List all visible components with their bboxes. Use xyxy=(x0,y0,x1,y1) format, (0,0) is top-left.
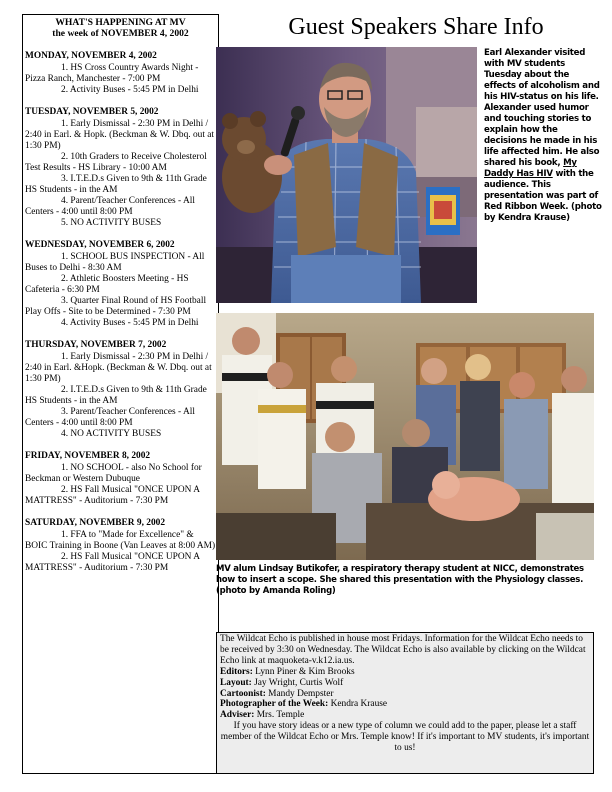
day-monday xyxy=(25,51,216,96)
day-heading: SATURDAY, NOVEMBER 9, 2002 xyxy=(25,518,166,529)
event-item: 2. I.T.E.D.s Given to 9th & 11th Grade HS Students - in the AM xyxy=(25,385,207,407)
event-item: 1. Early Dismissal - 2:30 PM in Delhi / 2:40 in Earl. &Hopk. (Beckman & W. Dbq. out at 1:30 PM) xyxy=(25,352,212,385)
credit-label: Adviser: xyxy=(220,710,255,721)
event-item: 2. Athletic Boosters Meeting - HS Cafeteria - 6:30 PM xyxy=(25,274,189,296)
book-title: My Daddy Has HIV xyxy=(484,158,577,179)
credit-editors xyxy=(220,667,590,678)
day-heading: THURSDAY, NOVEMBER 7, 2002 xyxy=(25,340,167,351)
event-item: 1. Early Dismissal - 2:30 PM in Delhi / 2:40 in Earl. & Hopk. (Beckman & W. Dbq. out at 1:30 PM) xyxy=(25,119,215,152)
calendar-title-line2: the week of NOVEMBER 4, 2002 xyxy=(52,28,189,40)
credit-value: Jay Wright, Curtis Wolf xyxy=(251,677,344,688)
page-headline: Guest Speakers Share Info xyxy=(288,14,544,40)
calendar-title-line1: WHAT'S HAPPENING AT MV xyxy=(55,17,186,28)
credit-label: Editors: xyxy=(220,666,253,677)
speaker-photo-caption xyxy=(484,48,602,224)
day-heading: WEDNESDAY, NOVEMBER 6, 2002 xyxy=(25,240,175,251)
event-item: 2. HS Fall Musical "ONCE UPON A MATTRESS" - Auditorium - 7:30 PM xyxy=(25,485,200,507)
day-wednesday xyxy=(25,240,216,329)
day-thursday xyxy=(25,340,216,440)
credit-cartoonist xyxy=(220,689,590,700)
event-item: 2. HS Fall Musical "ONCE UPON A MATTRESS" - Auditorium - 7:30 PM xyxy=(25,552,200,574)
event-item: 1. SCHOOL BUS INSPECTION - All Buses to Delhi - 8:30 AM xyxy=(25,252,205,274)
credit-adviser xyxy=(220,710,590,721)
day-friday xyxy=(25,451,216,507)
event-item: 1. FFA to "Made for Excellence" & BOIC Training in Boone (Van Leaves at 8:00 AM) xyxy=(25,530,216,552)
event-item: 3. Parent/Teacher Conferences - All Centers - 4:00 until 8:00 PM xyxy=(25,407,195,429)
demonstration-photo-caption: MV alum Lindsay Butikofer, a respiratory therapy student at NICC, demonstrates how to insert a scope. She shared this presentation with the Physiology classes. (photo by Amanda Roling) xyxy=(216,564,584,596)
closing-note: If you have story ideas or a new type of column we could add to the paper, please let a staff member of the Wildcat Echo or Mrs. Temple know! If it's important to MV students, it's important to us! xyxy=(220,721,590,754)
day-heading: TUESDAY, NOVEMBER 5, 2002 xyxy=(25,107,159,118)
credit-label: Photographer of the Week: xyxy=(220,699,329,710)
publication-info: The Wildcat Echo is published in house most Fridays. Information for the Wildcat Echo needs to be received by 3:30 on Wednesday. The Wildcat Echo is also available by clicking on the Wildcat Echo link at maquoketa-v.k12.ia.us. xyxy=(220,634,586,666)
credit-value: Lynn Piner & Kim Brooks xyxy=(252,666,355,677)
credit-label: Cartoonist: xyxy=(220,688,266,699)
credit-value: Mrs. Temple xyxy=(254,710,305,721)
event-item: 3. I.T.E.D.s Given to 9th & 11th Grade HS Students - in the AM xyxy=(25,174,207,196)
staff-info-box xyxy=(216,632,594,774)
speaker-photo xyxy=(216,47,477,303)
credit-value: Kendra Krause xyxy=(328,699,388,710)
event-item: 3. Quarter Final Round of HS Football Play Offs - Site to be Determined - 7:30 PM xyxy=(25,296,207,318)
event-item: 5. NO ACTIVITY BUSES xyxy=(61,218,162,229)
day-heading: MONDAY, NOVEMBER 4, 2002 xyxy=(25,51,157,62)
event-item: 2. Activity Buses - 5:45 PM in Delhi xyxy=(61,85,199,96)
demonstration-photo xyxy=(216,313,594,560)
caption-text: Earl Alexander visited with MV students Tuesday about the effects of alcoholism and his HIV-status on his life. Alexander used humor and touching stories to explain how the decisions he made in his life affected him. He also shared his book, xyxy=(484,48,600,168)
day-saturday xyxy=(25,518,216,574)
caption-text-end: with the audience. This presentation was part of Red Ribbon Week. (photo by Kendra Krause) xyxy=(484,169,602,223)
event-item: 1. HS Cross Country Awards Night - Pizza Ranch, Manchester - 7:00 PM xyxy=(25,63,199,85)
event-item: 4. NO ACTIVITY BUSES xyxy=(61,429,162,440)
credit-label: Layout: xyxy=(220,677,252,688)
event-item: 4. Parent/Teacher Conferences - All Centers - 4:00 until 8:00 PM xyxy=(25,196,195,218)
credit-photographer xyxy=(220,699,590,710)
event-item: 2. 10th Graders to Receive Cholesterol Test Results - HS Library - 10:00 AM xyxy=(25,152,207,174)
event-item: 1. NO SCHOOL - also No School for Beckman or Western Dubuque xyxy=(25,463,202,485)
day-heading: FRIDAY, NOVEMBER 8, 2002 xyxy=(25,451,151,462)
credit-value: Mandy Dempster xyxy=(265,688,334,699)
calendar-title xyxy=(25,17,216,39)
credit-layout xyxy=(220,678,590,689)
event-item: 4. Activity Buses - 5:45 PM in Delhi xyxy=(61,318,199,329)
events-calendar xyxy=(22,14,219,774)
day-tuesday xyxy=(25,107,216,229)
